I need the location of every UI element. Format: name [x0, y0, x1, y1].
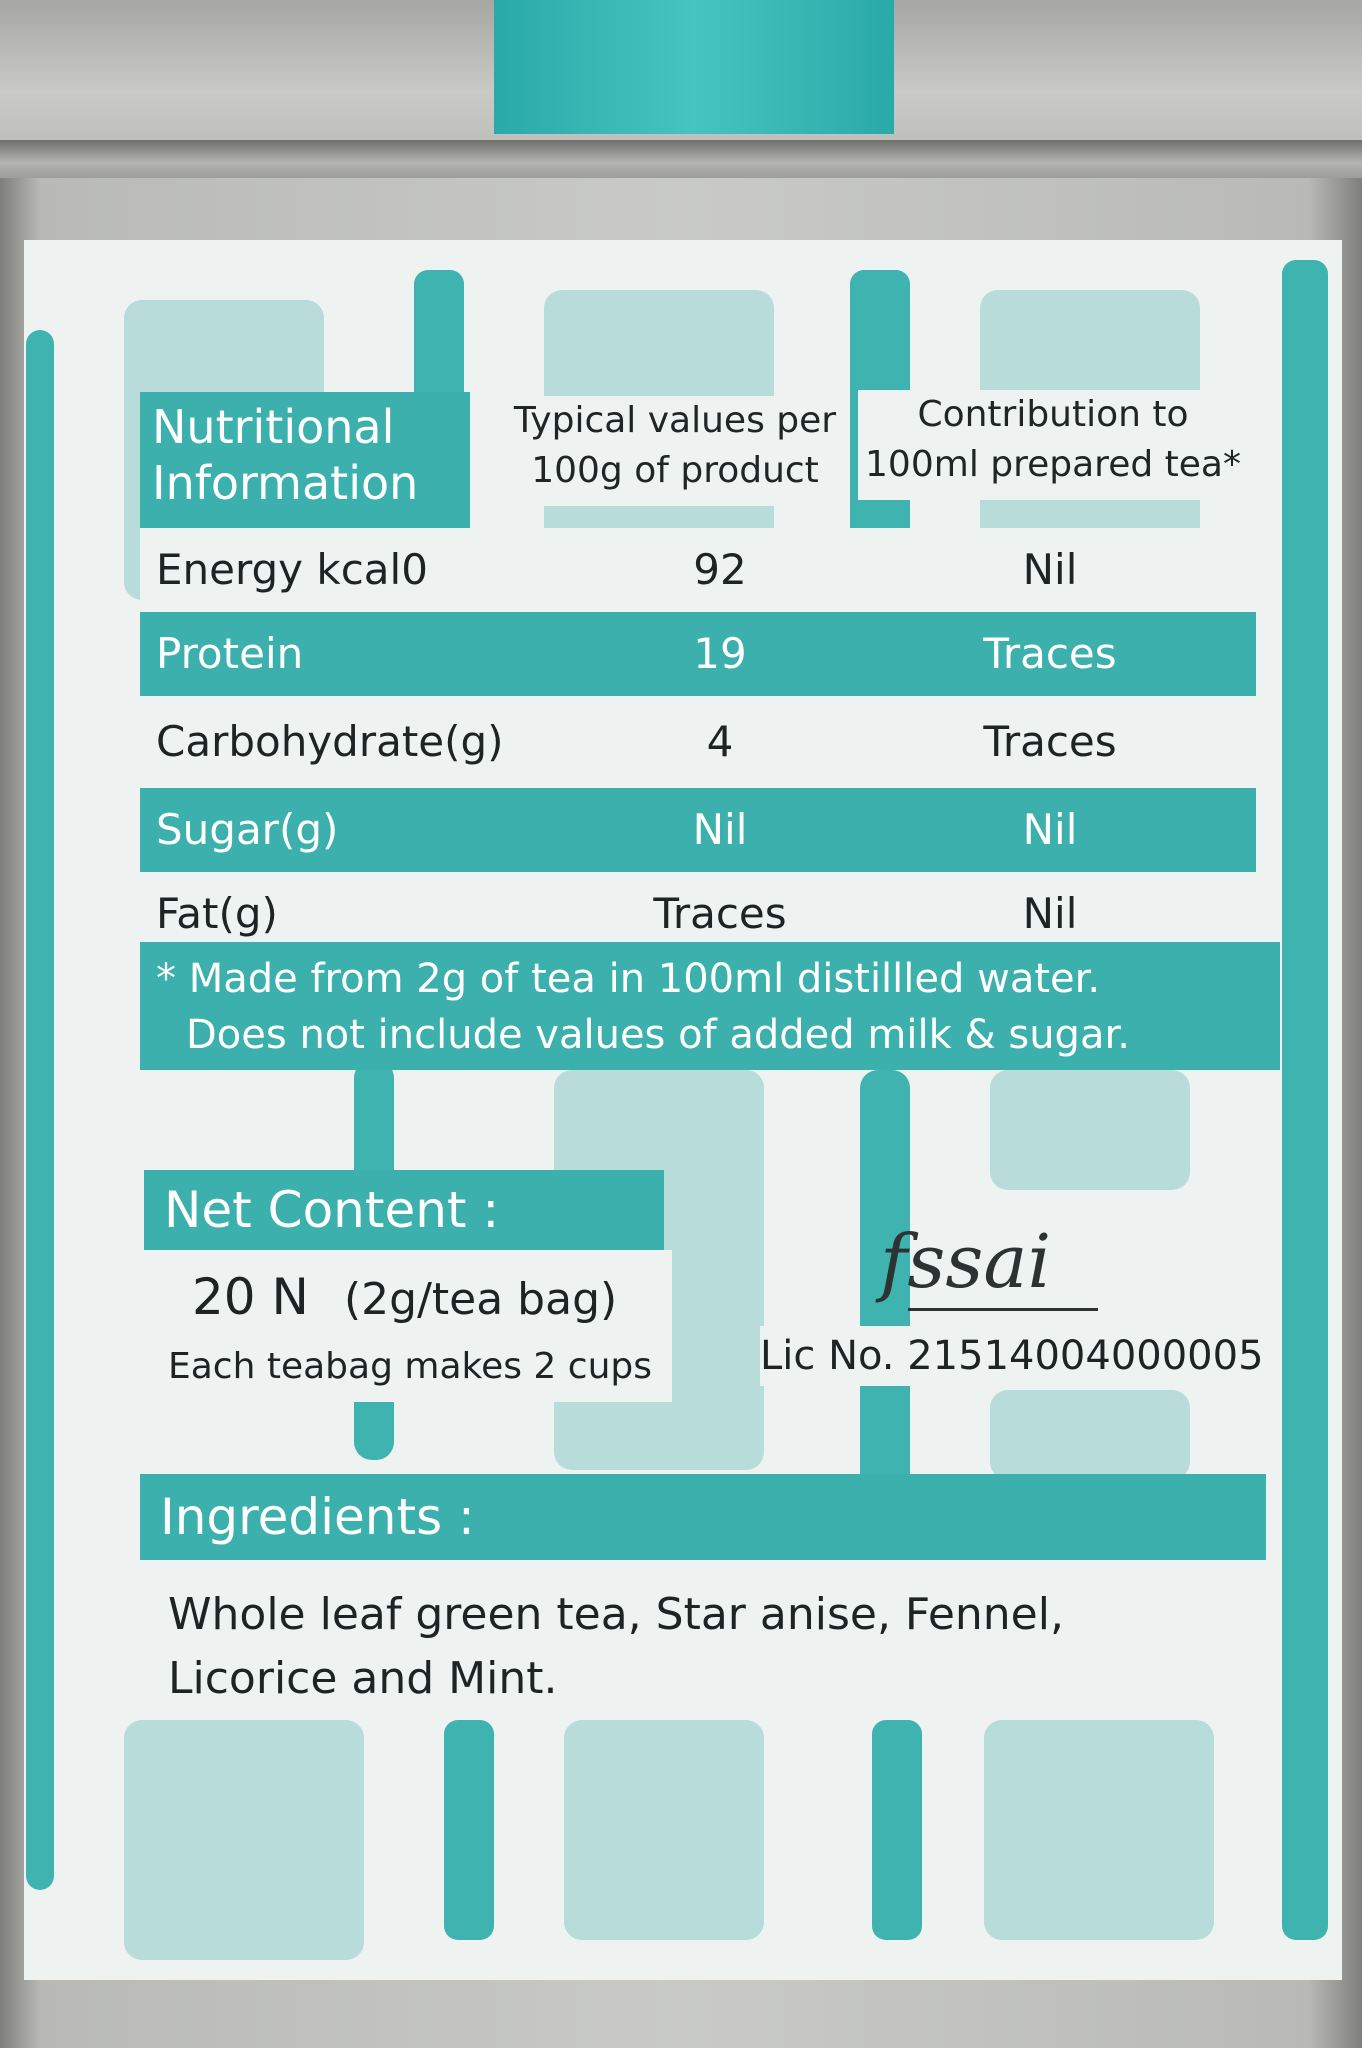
ingredients-heading	[140, 1474, 1266, 1560]
column-header-contribution	[858, 390, 1248, 500]
ingredients-heading-text: Ingredients :	[160, 1488, 475, 1546]
preparation-note-line2: Does not include values of added milk & sugar.	[186, 1012, 1130, 1058]
preparation-note-line1: * Made from 2g of tea in 100ml distillled water.	[156, 956, 1101, 1002]
column-header-per100g-line2: 100g of product	[531, 450, 819, 491]
net-content-heading	[144, 1170, 664, 1250]
bg-brush-shape	[564, 1720, 764, 1940]
preparation-note	[140, 942, 1280, 1070]
ingredients-box	[140, 1560, 1266, 1720]
column-header-contribution-line1: Contribution to	[917, 394, 1189, 435]
nutrition-header-line2: Information	[152, 456, 419, 510]
fssai-logo-underline	[908, 1308, 1098, 1311]
bg-brush-stripe	[872, 1720, 922, 1940]
nutrition-header-box	[140, 392, 470, 532]
nutrition-row	[140, 528, 1256, 612]
nutrition-row	[140, 612, 1256, 696]
nutrient-name: Energy kcal0	[156, 545, 428, 594]
bg-brush-stripe	[26, 330, 54, 1890]
nutrient-name: Carbohydrate(g)	[156, 717, 504, 766]
bg-brush-shape	[124, 1720, 364, 1960]
net-content-unit-detail: (2g/tea bag)	[344, 1274, 618, 1325]
nutrition-header-line1: Nutritional	[152, 400, 395, 454]
ingredients-line2: Licorice and Mint.	[168, 1653, 558, 1704]
nutrient-per100g: Nil	[692, 805, 748, 854]
bg-brush-shape	[990, 1070, 1190, 1190]
net-content-amount: 20 N	[192, 1268, 309, 1326]
ingredients-line1: Whole leaf green tea, Star anise, Fennel,	[168, 1589, 1064, 1640]
nutrient-per100g: 19	[693, 629, 747, 678]
column-header-per100g	[500, 396, 850, 506]
teal-seal-tape	[494, 0, 894, 134]
bg-brush-stripe	[1282, 260, 1328, 1940]
nutrient-contribution: Nil	[1022, 545, 1078, 594]
net-content-box	[144, 1250, 672, 1402]
nutrient-per100g: 92	[693, 545, 747, 594]
column-header-per100g-line1: Typical values per	[513, 400, 837, 441]
nutrition-row	[140, 788, 1256, 872]
nutrition-row	[140, 700, 1256, 784]
nutrient-contribution: Nil	[1022, 889, 1078, 938]
lid-rim	[0, 140, 1362, 178]
nutrient-per100g: 4	[706, 717, 734, 766]
bg-brush-stripe	[444, 1720, 494, 1940]
nutrient-per100g: Traces	[653, 889, 787, 938]
nutrient-contribution: Traces	[983, 629, 1117, 678]
bg-brush-shape	[984, 1720, 1214, 1940]
fssai-license-number: Lic No. 21514004000005	[760, 1326, 1280, 1386]
bg-brush-shape	[990, 1390, 1190, 1480]
nutrient-contribution: Traces	[983, 717, 1117, 766]
nutrient-contribution: Nil	[1022, 805, 1078, 854]
net-content-cups-note: Each teabag makes 2 cups	[168, 1346, 652, 1387]
net-content-heading-text: Net Content :	[164, 1181, 500, 1239]
fssai-logo: fssai	[880, 1219, 1052, 1305]
nutrient-name: Protein	[156, 629, 304, 678]
nutrient-name: Fat(g)	[156, 889, 278, 938]
column-header-contribution-line2: 100ml prepared tea*	[865, 444, 1241, 485]
nutrient-name: Sugar(g)	[156, 805, 339, 854]
